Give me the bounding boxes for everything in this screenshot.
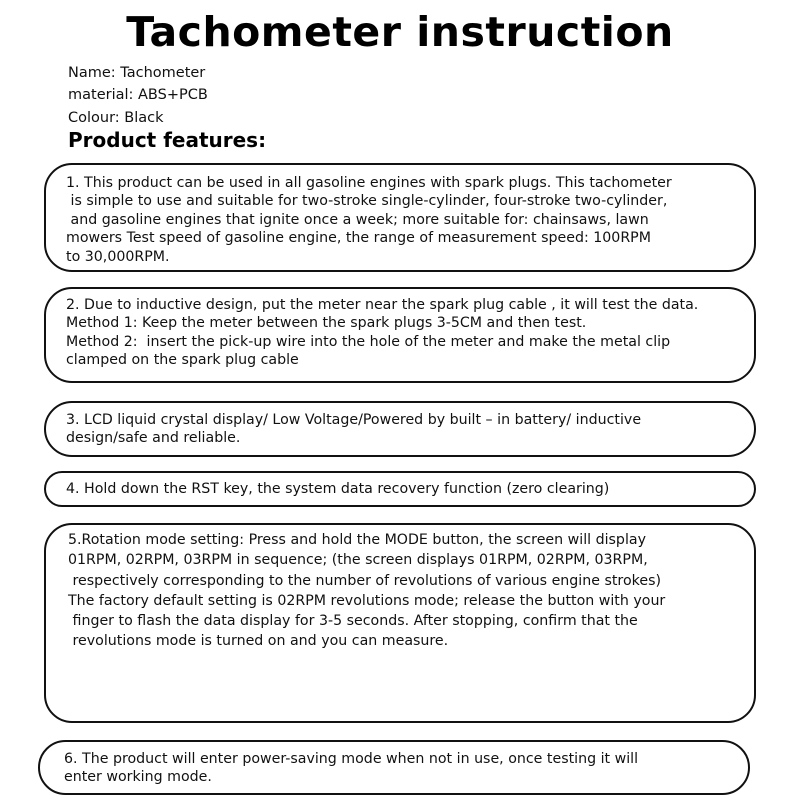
spec-colour: Colour: Black: [68, 110, 164, 126]
spec-material: material: ABS+PCB: [68, 87, 208, 103]
feature-text-3: 3. LCD liquid crystal display/ Low Voltage/Powered by built – in battery/ inductive design/safe and reliable.: [66, 412, 642, 447]
feature-box-5: [44, 523, 756, 723]
feature-box-1: [44, 163, 756, 272]
feature-box-3: [44, 401, 756, 457]
feature-text-4: 4. Hold down the RST key, the system data recovery function (zero clearing): [66, 481, 610, 497]
feature-text-2: 2. Due to inductive design, put the meter near the spark plug cable , it will test the data. Method 1: Keep the meter between the spark plugs 3-5CM and then test. Method 2: insert the pick-up wire into the hole of the meter and make the metal clip clamped on the spark plug cable: [66, 297, 699, 369]
spec-name: Name: Tachometer: [68, 65, 206, 81]
feature-text-1: 1. This product can be used in all gasoline engines with spark plugs. This tachometer is simple to use and suitable for two-stroke single-cylinder, four-stroke two-cylinder, and gasoline engines that ignite once a week; more suitable for: chainsaws, lawn mowers Test speed of gasoline engine, the range of measurement speed: 100RPM to 30,000RPM.: [66, 175, 672, 265]
feature-text-6: 6. The product will enter power-saving mode when not in use, once testing it will enter working mode.: [64, 751, 639, 786]
feature-box-4: [44, 471, 756, 507]
features-heading: Product features:: [68, 128, 267, 152]
feature-box-2: [44, 287, 756, 383]
feature-box-6: [38, 740, 750, 795]
page-title: Tachometer instruction: [126, 8, 674, 56]
feature-text-5: 5.Rotation mode setting: Press and hold the MODE button, the screen will display 01RPM, 02RPM, 03RPM in sequence; (the screen displays 01RPM, 02RPM, 03RPM, respectively corresponding to the number of revolutions of various engine strokes) The factory default setting is 02RPM revolutions mode; release the button with your finger to flash the data display for 3-5 seconds. After stopping, confirm that the revolutions mode is turned on and you can measure.: [68, 532, 666, 650]
